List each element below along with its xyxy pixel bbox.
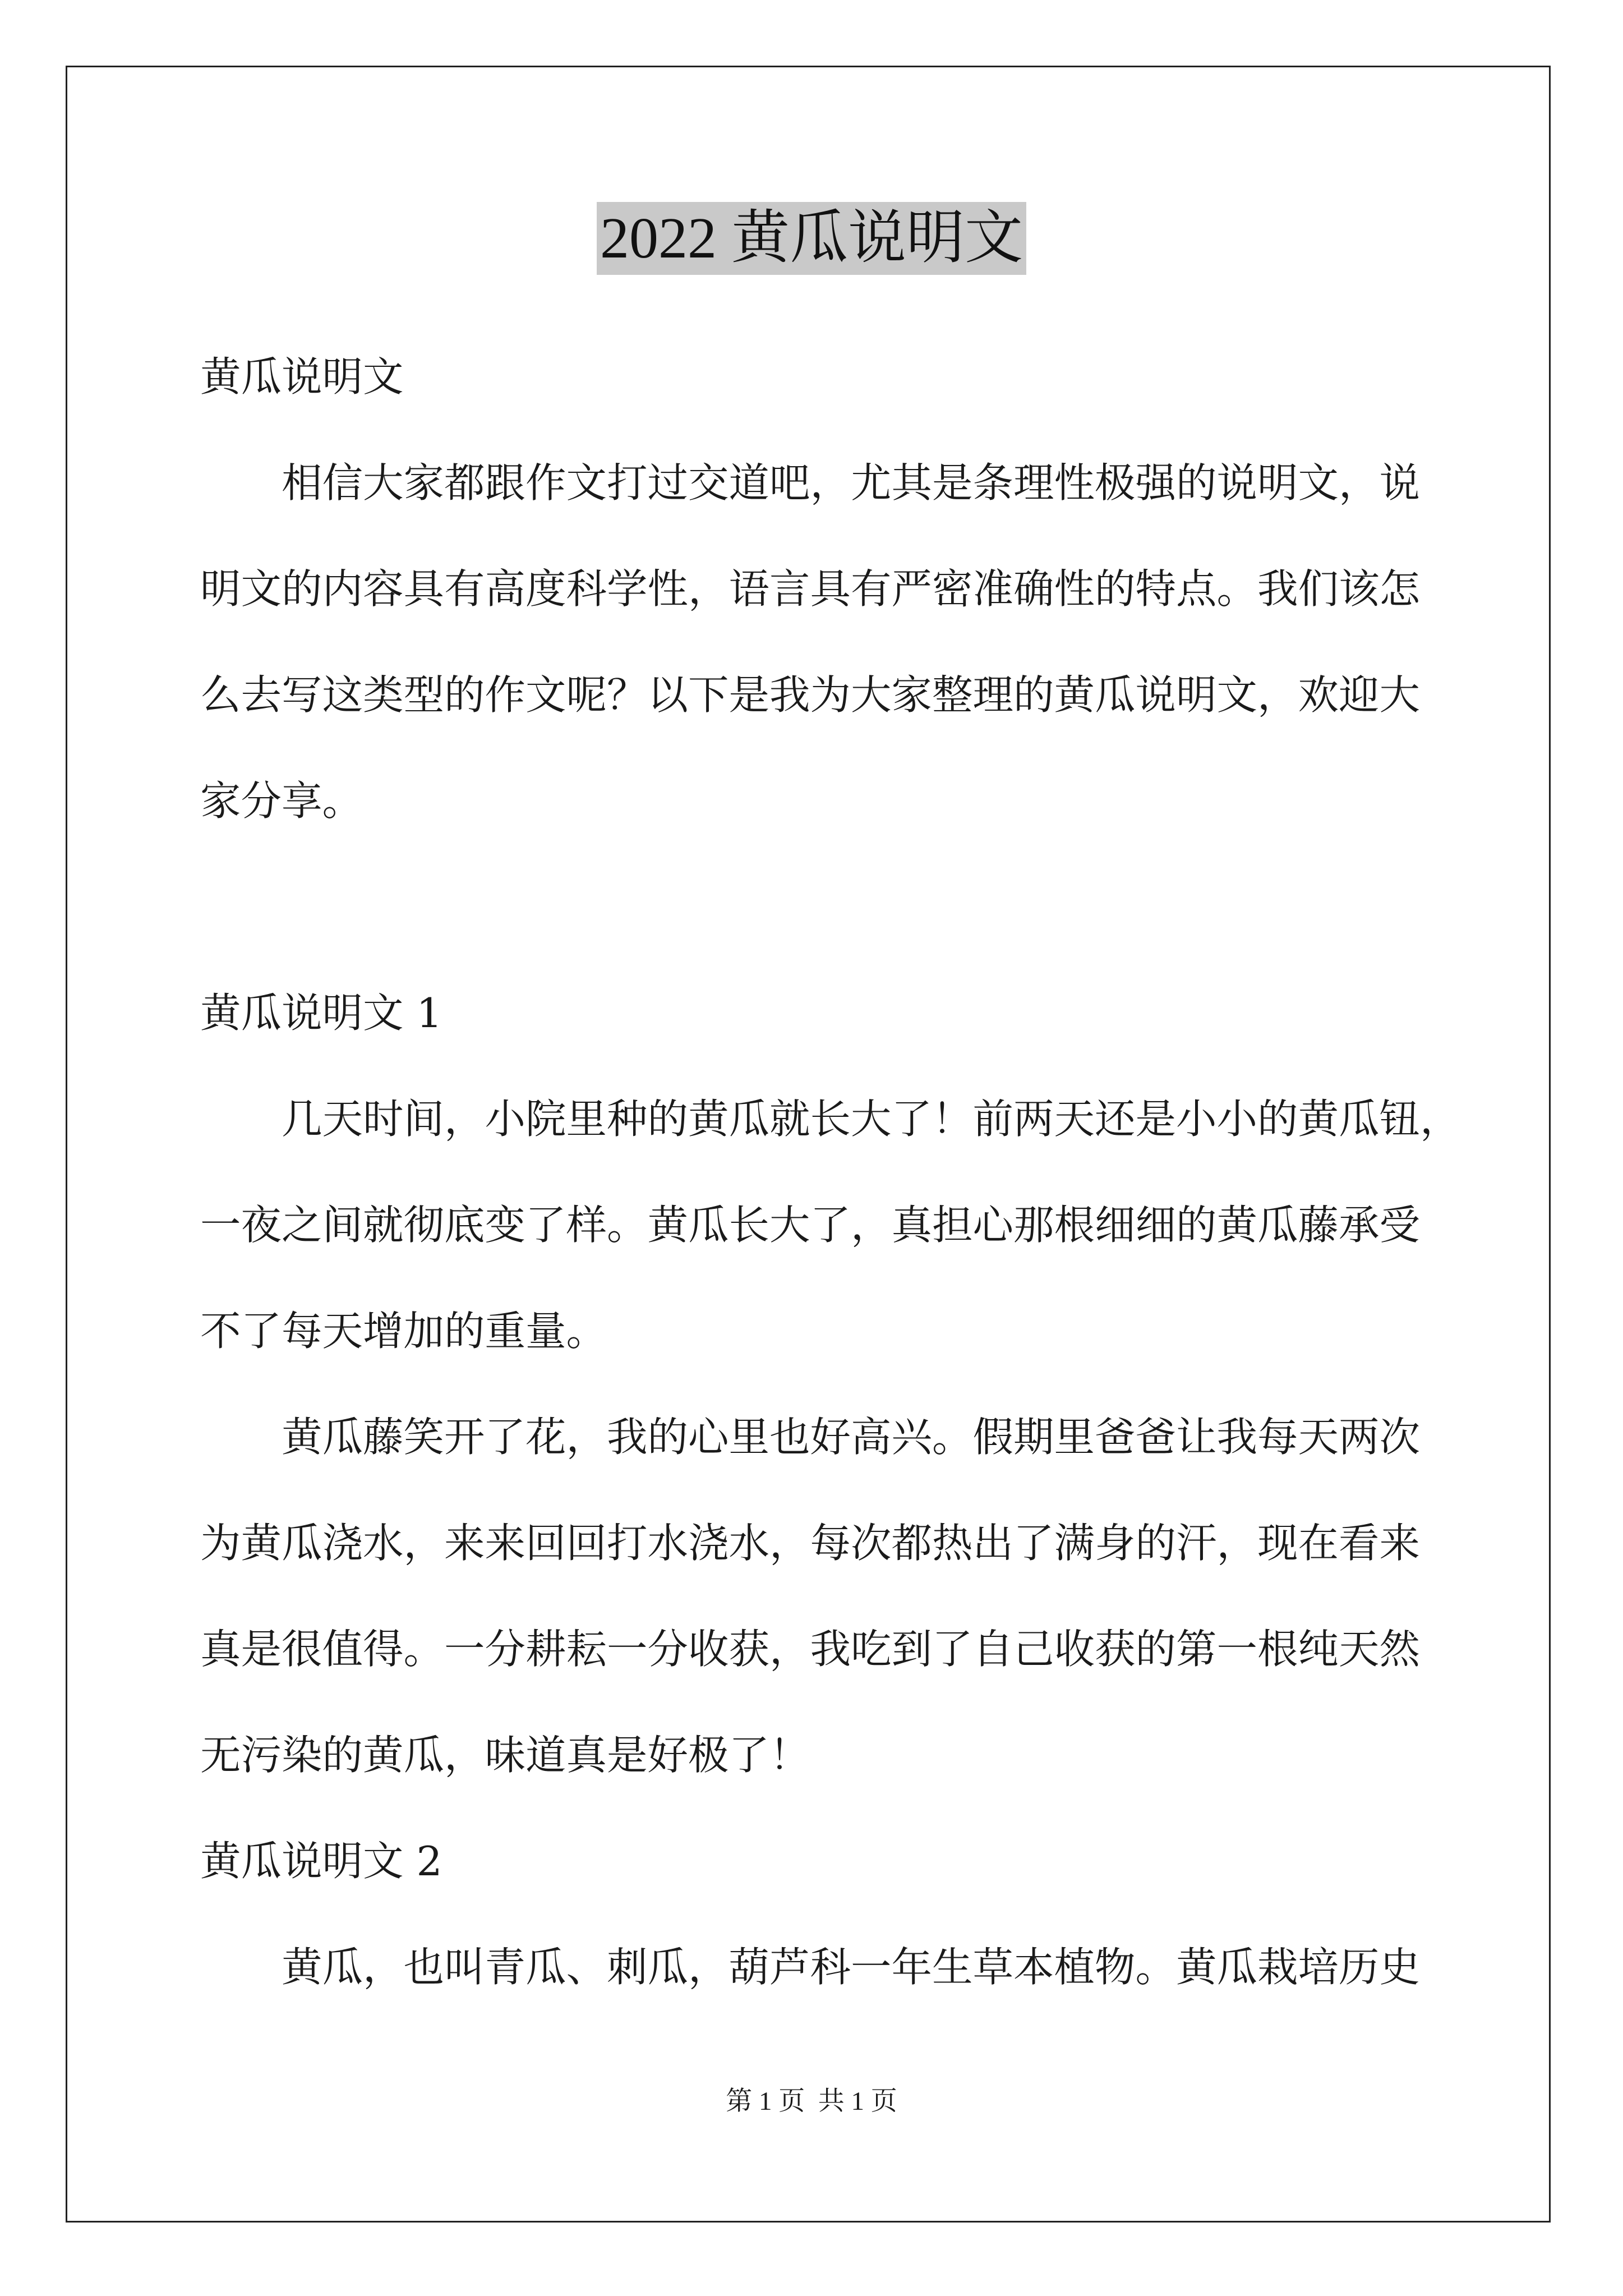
text-line: 黄瓜，也叫青瓜、刺瓜，葫芦科一年生草本植物。黄瓜栽培历史 — [282, 1944, 1420, 1991]
text-line: 几天时间，小院里种的黄瓜就长大了！前两天还是小小的黄瓜钮， — [282, 1096, 1461, 1143]
blank-line — [200, 855, 1490, 961]
page-footer: 第 1 页 共 1 页 — [726, 2087, 897, 2116]
text-line: 为黄瓜浇水，来来回回打水浇水，每次都热出了满身的汗，现在看来 — [200, 1520, 1420, 1567]
document-title: 2022 黄瓜说明文 — [597, 202, 1026, 275]
text-line: 明文的内容具有高度科学性，语言具有严密准确性的特点。我们该怎 — [200, 566, 1420, 613]
text-line: 家分享。 — [200, 778, 363, 825]
document-body — [200, 325, 1490, 2021]
text-line: 一夜之间就彻底变了样。黄瓜长大了，真担心那根细细的黄瓜藤承受 — [200, 1202, 1420, 1249]
paragraph — [200, 431, 1490, 855]
text-line: 无污染的黄瓜，味道真是好极了！ — [200, 1732, 810, 1779]
text-line: 不了每天增加的重量。 — [200, 1308, 607, 1355]
text-line: 真是很值得。一分耕耘一分收获，我吃到了自己收获的第一根纯天然 — [200, 1626, 1420, 1673]
paragraph — [200, 1067, 1490, 1385]
paragraph — [200, 1915, 1490, 2021]
text-line: 黄瓜藤笑开了花，我的心里也好高兴。假期里爸爸让我每天两次 — [282, 1414, 1420, 1461]
section-heading: 黄瓜说明文 — [200, 354, 404, 401]
paragraph — [200, 1385, 1490, 1809]
section-heading: 黄瓜说明文 1 — [200, 990, 442, 1037]
title-container — [0, 202, 1623, 275]
text-line: 相信大家都跟作文打过交道吧，尤其是条理性极强的说明文，说 — [282, 460, 1420, 507]
section-heading: 黄瓜说明文 2 — [200, 1838, 442, 1885]
text-line: 么去写这类型的作文呢？以下是我为大家整理的黄瓜说明文，欢迎大 — [200, 672, 1420, 719]
